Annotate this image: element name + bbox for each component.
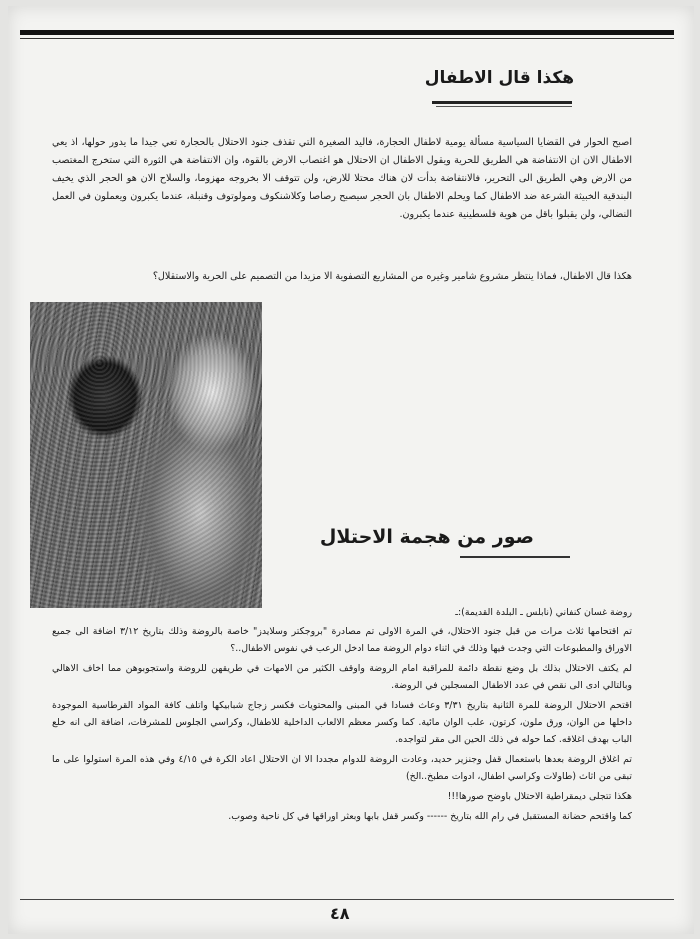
section-title-underline — [460, 556, 570, 558]
article-paragraph-1: اصبح الحوار في القضايا السياسية مسألة يومية لاطفال الحجارة، فاليد الصغيرة التي تقذف جنود الاحتلال بالحجارة تعي جيدا ما يدور حولها، اذ يعي الاطفال الان ان الانتفاضة هي الطريق للحرية ويقول الاطفال ان الاحتلال هو اغتصاب الارض بالقوة، وان الانتفاضة هي الثورة التي ستخرج المغتصب من الارض وهي الطريق الى التحرير، فالانتفاضة بدأت لان هناك محتلا للارض، ولن تتوقف الا بخروجه مهزوما، والسلاح الان هو الحجر الذي يخيف البندقية الخبيثة الشرعة ضد الاطفال كما ويحلم الاطفال بان الحجر سيصبح رصاصا وكلاشنكوف ومولوتوف وقنبلة، عندما يكبرون ويعملون في العمل النضالي، ولن يقبلوا باقل من هوية فلسطينية عندما يكبرون. — [52, 137, 632, 220]
section-paragraph: كما واقتحم حضانة المستقبل في رام الله بتاريخ ------ وكسر قفل بابها وبعثر اوراقها في كل ناحية وصوب. — [228, 811, 632, 822]
section-paragraph: اقتحم الاحتلال الروضة للمرة الثانية بتاريخ ٣/٣١ وعاث فسادا في المبنى والمحتويات فكسر زجاج شبابيكها واتلف كافة المواد القرطاسية الموجودة داخلها من الوان، ورق ملون، كرتون، علب الوان مائية. كما وكسر معظم الالعاب الداخلية للاطفال، وكراسي الجلوس للمشرفات، اضافة الى انه خلع الباب بهدف اغلاقه. كما حوله في ذلك الحين الى مقر لتواجده. — [52, 700, 632, 745]
top-rule — [20, 30, 674, 35]
page-number: ٤٨ — [330, 904, 350, 923]
title-underline-thin — [436, 106, 572, 107]
section-title: صور من هجمة الاحتلال — [319, 526, 534, 548]
section-body — [52, 604, 632, 828]
section-paragraph: لم يكتف الاحتلال بذلك بل وضع نقطة دائمة للمراقبة امام الروضة واوقف الكثير من الامهات في طريقهن للروضة واستجوبوهن مما اخاف الاهالي وبالتالي ادى الى نقص في عدد الاطفال المسجلين في الروضة. — [52, 663, 632, 691]
section-paragraph: هكذا تتجلى ديمقراطية الاحتلال باوضح صورها!!! — [447, 791, 632, 802]
article-title: هكذا قال الاطفال — [424, 68, 574, 88]
section-paragraph: تم اغلاق الروضة بعدها باستعمال قفل وجنزير حديد، وعادت الروضة للدوام مجددا الا ان الاحتلال اعاد الكرة في ٤/١٥ وفي هذه المرة استولوا على ما تبقى من اثاث (طاولات وكراسي اطفال، ادوات مطبخ..الخ) — [52, 754, 633, 782]
section-location: روضة غسان كنفاني (نابلس ـ البلدة القديمة):ـ — [455, 607, 632, 618]
document-page — [8, 6, 694, 934]
title-underline — [432, 101, 572, 104]
photo-children — [30, 302, 262, 608]
section-paragraph: تم اقتحامها ثلاث مرات من قبل جنود الاحتلال، في المرة الاولى تم مصادرة "بروجكتر وسلايدز" خاصة بالروضة وذلك بتاريخ ٣/١٢ اضافة الى جميع الاوراق والمطبوعات التي وجدت فيها وذلك في اثناء دوام الروضة مما ادخل الرعب في نفوس الاطفال..؟ — [52, 626, 632, 654]
article-paragraph-2: هكذا قال الاطفال، فماذا ينتظر مشروع شامير وغيره من المشاريع التصفوية الا مزيدا من التصميم على الحرية والاستقلال؟ — [152, 271, 632, 282]
bottom-rule — [20, 899, 674, 900]
